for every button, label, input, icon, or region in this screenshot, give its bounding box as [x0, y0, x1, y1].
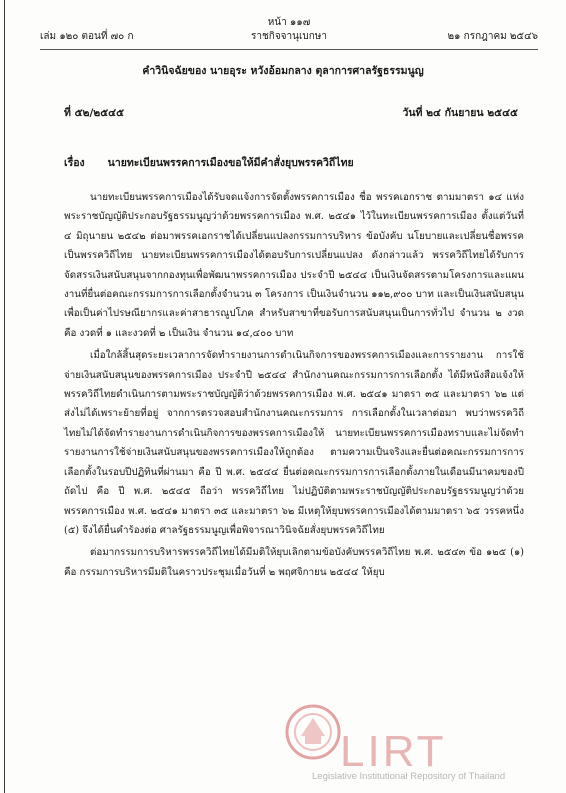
ruling-number: ที่ ๕๒/๒๕๔๕ — [64, 107, 125, 119]
header-divider — [40, 49, 538, 50]
paragraph: นายทะเบียนพรรคการเมืองได้รับจดแจ้งการจัดตั้งพรรคการเมือง ชื่อ พรรคเอกราช ตามมาตรา ๑๔ แห่งพระราชบัญญัติประกอบรัฐธรรมนูญว่าด้วยพรรคการเมือง พ.ศ. ๒๕๔๑ ไว้ในทะเบียนพรรคการเมือง ตั้งแต่วันที่ ๔ มิถุนายน ๒๕๔๒ ต่อมาพรรคเอกราชได้เปลี่ยนแปลงกรรมการบริหาร ข้อบังคับ นโยบายและเปลี่ยนชื่อพรรคเป็นพรรควิถีไทย นายทะเบียนพรรคการเมืองได้ตอบรับการเปลี่ยนแปลง ดังกล่าวแล้ว พรรควิถีไทยได้รับการจัดสรรเงินสนับสนุนจากกองทุนเพื่อพัฒนาพรรคการเมือง ประจำปี ๒๕๔๔ เป็นเงินจัดสรรตามโครงการและแผนงานที่ยื่นต่อคณะกรรมการการเลือกตั้งจำนวน ๓ โครงการ เป็นเงินจำนวน ๑๑๒,๙๐๐ บาท และเป็นเงินสนับสนุนเพื่อเป็นค่าไปรษณียากรและค่าสาธารณูปโภค สำหรับสาขาที่ขอรับการสนับสนุนเป็นการทั่วไป จำนวน ๒ งวด คือ งวดที่ ๑ และงวดที่ ๒ เป็นเงิน จำนวน ๑๔,๔๐๐ บาท — [64, 192, 524, 339]
scan-edge-line — [4, 0, 5, 793]
gazette-date: ๒๑ กรกฎาคม ๒๕๔๖ — [447, 31, 538, 42]
watermark-caption: Legislative Institutional Repository of Thailand — [312, 771, 506, 782]
watermark-logo-text: LIRT — [340, 727, 447, 776]
paragraph: เมื่อใกล้สิ้นสุดระยะเวลาการจัดทำรายงานการดำเนินกิจการของพรรคการเมืองและการรายงาน การใช้จ่ายเงินสนับสนุนของพรรคการเมือง ประจำปี ๒๕๔๔ สำนักงานคณะกรรมการการเลือกตั้ง ได้มีหนังสือแจ้งให้พรรควิถีไทยดำเนินการตามพระราชบัญญัติว่าด้วยพรรคการเมือง พ.ศ. ๒๕๔๑ มาตรา ๓๕ และมาตรา ๖๒ แต่ส่งไม่ได้เพราะย้ายที่อยู่ จากการตรวจสอบสำนักงานคณะกรรมการ การเลือกตั้งในเวลาต่อมา พบว่าพรรควิถีไทยไม่ได้จัดทำรายงานการดำเนินกิจการของพรรคการเมืองให้ นายทะเบียนพรรคการเมืองทราบและไม่จัดทำรายงานการใช้จ่ายเงินสนับสนุนของพรรคการเมืองให้ถูกต้อง ตามความเป็นจริงและยื่นต่อคณะกรรมการการเลือกตั้งในรอบปีปฏิทินที่ผ่านมา คือ ปี พ.ศ. ๒๕๔๔ ยื่นต่อคณะกรรมการการเลือกตั้งภายในเดือนมีนาคมของปีถัดไป คือ ปี พ.ศ. ๒๕๔๕ ถือว่า พรรควิถีไทย ไม่ปฏิบัติตามพระราชบัญญัติประกอบรัฐธรรมนูญว่าด้วยพรรคการเมือง พ.ศ. ๒๕๔๑ มาตรา ๓๕ และมาตรา ๖๒ มีเหตุให้ยุบพรรคการเมืองได้ตามมาตรา ๖๕ วรรคหนึ่ง (๕) จึงได้ยื่นคำร้องต่อ ศาลรัฐธรรมนูญเพื่อพิจารณาวินิจฉัยสั่งยุบพรรควิถีไทย — [64, 350, 524, 536]
volume-issue: เล่ม ๑๒๐ ตอนที่ ๗๐ ก — [40, 31, 134, 42]
paragraph: ต่อมากรรมการบริหารพรรควิถีไทยได้มีมติให้ยุบเลิกตามข้อบังคับพรรควิถีไทย พ.ศ. ๒๕๔๓ ข้อ ๑๒๕ (๑) คือ กรรมการบริหารมีมติในคราวประชุมเมื่อวันที่ ๒ พฤศจิกายน ๒๕๔๔ ให้ยุบ — [64, 547, 524, 578]
subject-line — [64, 154, 354, 171]
document-title: คำวินิจฉัยของ นายอุระ หวังอ้อมกลาง ตุลาการศาลรัฐธรรมนูญ — [142, 65, 424, 77]
page-number: หน้า ๑๑๗ — [267, 17, 311, 28]
subject-label: เรื่อง — [64, 157, 85, 169]
document-body — [64, 188, 524, 585]
subject-text: นายทะเบียนพรรคการเมืองขอให้มีคำสั่งยุบพรรควิถีไทย — [107, 157, 354, 169]
gazette-name: ราชกิจจานุเบกษา — [250, 31, 328, 42]
ruling-date: วันที่ ๒๔ กันยายน ๒๕๔๕ — [402, 107, 518, 119]
